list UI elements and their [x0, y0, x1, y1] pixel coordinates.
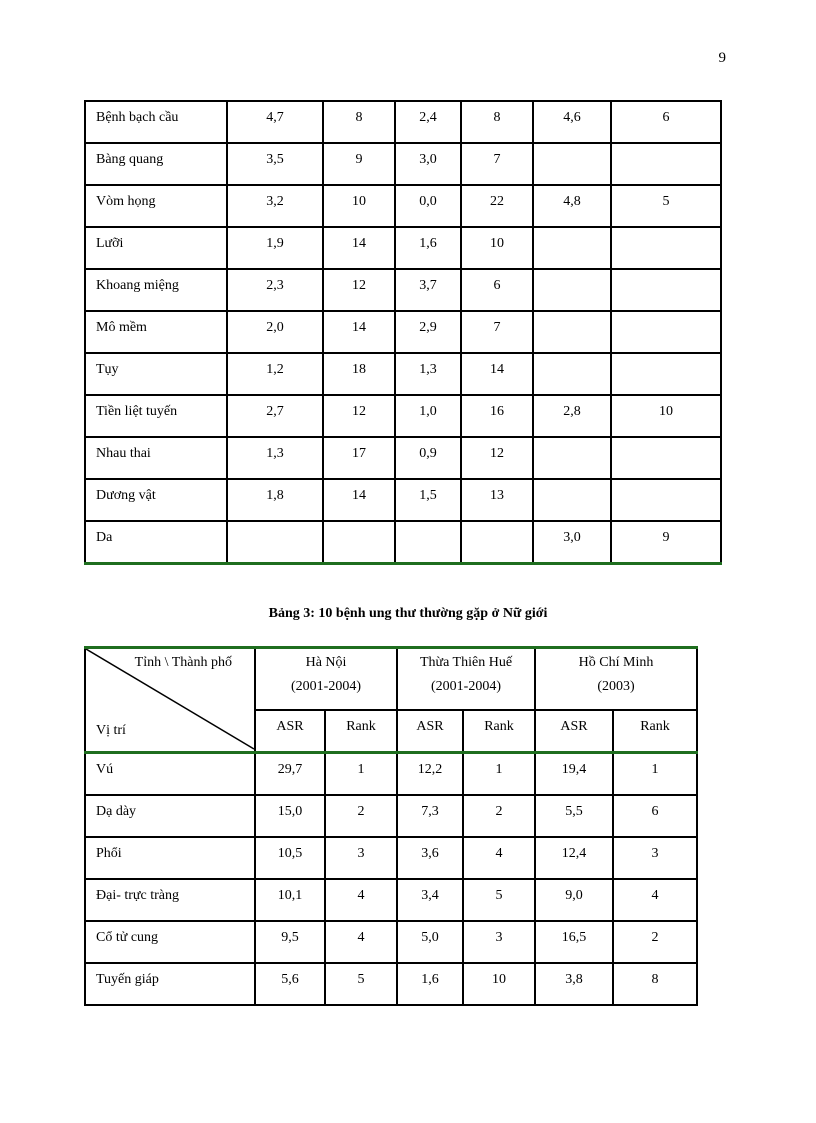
cell-value: [612, 438, 720, 446]
cell-value: 2,7: [266, 404, 284, 419]
cell-value: 3,2: [266, 194, 284, 209]
cell-value: [612, 144, 720, 152]
subheader-cell: [463, 710, 535, 753]
value-cell: [227, 395, 323, 437]
cell-value: 2,8: [563, 404, 581, 419]
cell-value: [534, 312, 610, 320]
cell-value: 13: [490, 488, 504, 503]
cell-value: 4,7: [266, 110, 284, 125]
subheader-cell: [255, 710, 325, 753]
cell-value: 19,4: [561, 762, 587, 777]
cell-value: 10: [490, 236, 504, 251]
row-label-cell: [85, 143, 227, 185]
table-row: [85, 143, 721, 185]
table-row: [85, 185, 721, 227]
value-cell: [227, 143, 323, 185]
value-cell: [227, 479, 323, 521]
cancer-site: Bàng quang: [96, 152, 164, 167]
cell-value: [228, 522, 322, 530]
value-cell: [323, 437, 395, 479]
value-cell: [611, 185, 721, 227]
value-cell: [613, 795, 697, 837]
cell-value: [534, 270, 610, 278]
row-label-cell: [85, 921, 255, 963]
table-row: [85, 521, 721, 564]
cell-value: [612, 480, 720, 488]
value-cell: [535, 879, 613, 921]
table-3-caption: Bảng 3: 10 bệnh ung thư thường gặp ở Nữ giới: [268, 606, 548, 621]
cell-value: 6: [662, 110, 670, 125]
value-cell: [397, 837, 463, 879]
value-cell: [323, 521, 395, 564]
cell-value: 15,0: [277, 804, 303, 819]
cancer-site: Đại- trực tràng: [96, 888, 179, 903]
cancer-site: Cổ tử cung: [96, 930, 159, 945]
row-label-cell: [85, 879, 255, 921]
cancer-site: Vú: [96, 762, 114, 777]
cell-value: 14: [352, 488, 366, 503]
value-cell: [227, 353, 323, 395]
cell-value: 1,5: [419, 488, 437, 503]
cell-value: 14: [352, 236, 366, 251]
cancer-site: Lưỡi: [96, 236, 124, 251]
cell-value: 1,9: [266, 236, 284, 251]
cell-value: 8: [493, 110, 501, 125]
value-cell: [533, 227, 611, 269]
cell-value: 2: [651, 930, 659, 945]
value-cell: [535, 753, 613, 796]
table-row: [85, 963, 697, 1005]
cell-value: [324, 522, 394, 530]
table-row: [85, 795, 697, 837]
corner-header-site: Vị trí: [96, 723, 126, 738]
value-cell: [461, 437, 533, 479]
city-header-hcm: [535, 648, 697, 711]
value-cell: [323, 479, 395, 521]
city-period: (2001-2004): [431, 679, 501, 694]
cancer-site: Nhau thai: [96, 446, 151, 461]
value-cell: [395, 311, 461, 353]
value-cell: [395, 437, 461, 479]
value-cell: [227, 311, 323, 353]
corner-header-province: Tỉnh \ Thành phố: [134, 655, 232, 670]
cell-value: [534, 354, 610, 362]
cancer-site: Dạ dày: [96, 804, 137, 819]
table-row: [85, 311, 721, 353]
cell-value: 18: [352, 362, 366, 377]
cell-value: 14: [352, 320, 366, 335]
subheader-label: ASR: [560, 719, 588, 734]
value-cell: [395, 101, 461, 143]
city-period: (2001-2004): [291, 679, 361, 694]
cell-value: 3,4: [421, 888, 439, 903]
cell-value: [462, 522, 532, 530]
cell-value: [612, 354, 720, 362]
value-cell: [533, 437, 611, 479]
cell-value: 1,6: [419, 236, 437, 251]
value-cell: [535, 921, 613, 963]
value-cell: [533, 479, 611, 521]
value-cell: [227, 437, 323, 479]
cell-value: 0,9: [419, 446, 437, 461]
cell-value: 3,7: [419, 278, 437, 293]
value-cell: [461, 395, 533, 437]
cancer-site: Phổi: [96, 846, 122, 861]
cell-value: [534, 144, 610, 152]
value-cell: [535, 795, 613, 837]
value-cell: [611, 227, 721, 269]
cell-value: [612, 312, 720, 320]
value-cell: [611, 353, 721, 395]
value-cell: [463, 753, 535, 796]
cell-value: 8: [355, 110, 363, 125]
cell-value: 10,1: [277, 888, 303, 903]
cell-value: 4,6: [563, 110, 581, 125]
row-label-cell: [85, 185, 227, 227]
city-header-hanoi: [255, 648, 397, 711]
value-cell: [397, 921, 463, 963]
cell-value: 9: [355, 152, 363, 167]
cell-value: 4: [357, 888, 365, 903]
row-label-cell: [85, 963, 255, 1005]
table-row: [85, 879, 697, 921]
cell-value: 1,0: [419, 404, 437, 419]
cell-value: 1: [495, 762, 503, 777]
value-cell: [613, 837, 697, 879]
subheader-label: Rank: [346, 719, 376, 734]
value-cell: [323, 101, 395, 143]
cell-value: 5: [495, 888, 503, 903]
value-cell: [535, 963, 613, 1005]
cell-value: 2,0: [266, 320, 284, 335]
cell-value: 16: [490, 404, 504, 419]
value-cell: [463, 795, 535, 837]
cell-value: 17: [352, 446, 366, 461]
value-cell: [613, 879, 697, 921]
cell-value: 9,5: [281, 930, 299, 945]
cell-value: 3,0: [563, 530, 581, 545]
value-cell: [461, 353, 533, 395]
corner-header-cell: [85, 648, 255, 753]
subheader-cell: [325, 710, 397, 753]
row-label-cell: [85, 269, 227, 311]
row-label-cell: [85, 311, 227, 353]
cell-value: 2,3: [266, 278, 284, 293]
value-cell: [255, 795, 325, 837]
cell-value: 29,7: [277, 762, 303, 777]
subheader-label: Rank: [484, 719, 514, 734]
cancer-site: Bệnh bạch cầu: [96, 110, 179, 125]
table-row: [85, 227, 721, 269]
cell-value: 3: [357, 846, 365, 861]
row-label-cell: [85, 227, 227, 269]
value-cell: [227, 227, 323, 269]
cell-value: 7: [493, 320, 501, 335]
cell-value: [534, 228, 610, 236]
city-name: Hà Nội: [305, 655, 347, 670]
cancer-site: Da: [96, 530, 113, 545]
table-row: [85, 395, 721, 437]
value-cell: [463, 963, 535, 1005]
value-cell: [461, 269, 533, 311]
cell-value: 5,0: [421, 930, 439, 945]
value-cell: [395, 353, 461, 395]
value-cell: [397, 963, 463, 1005]
cell-value: [612, 228, 720, 236]
cell-value: 4: [651, 888, 659, 903]
value-cell: [395, 521, 461, 564]
row-label-cell: [85, 521, 227, 564]
cell-value: 3: [651, 846, 659, 861]
value-cell: [461, 521, 533, 564]
cancer-site: Tụy: [96, 362, 119, 377]
cell-value: 8: [651, 972, 659, 987]
table-row: [85, 101, 721, 143]
cell-value: 2: [495, 804, 503, 819]
value-cell: [325, 837, 397, 879]
row-label-cell: [85, 837, 255, 879]
cell-value: 10,5: [277, 846, 303, 861]
value-cell: [613, 921, 697, 963]
table-row: [85, 437, 721, 479]
value-cell: [255, 879, 325, 921]
cell-value: 1,3: [266, 446, 284, 461]
value-cell: [461, 143, 533, 185]
cell-value: 12,4: [561, 846, 587, 861]
cell-value: 22: [490, 194, 504, 209]
city-period: (2003): [597, 679, 635, 694]
value-cell: [533, 143, 611, 185]
value-cell: [227, 521, 323, 564]
row-label-cell: [85, 479, 227, 521]
cell-value: 12: [490, 446, 504, 461]
value-cell: [611, 479, 721, 521]
cell-value: 7: [493, 152, 501, 167]
value-cell: [323, 311, 395, 353]
value-cell: [611, 521, 721, 564]
value-cell: [533, 395, 611, 437]
table-row: [85, 921, 697, 963]
value-cell: [395, 479, 461, 521]
subheader-label: ASR: [416, 719, 444, 734]
cell-value: 3,8: [565, 972, 583, 987]
cell-value: [534, 480, 610, 488]
value-cell: [325, 795, 397, 837]
cancer-site: Tuyến giáp: [96, 972, 159, 987]
cell-value: 1,2: [266, 362, 284, 377]
subheader-cell: [397, 710, 463, 753]
value-cell: [533, 311, 611, 353]
value-cell: [461, 311, 533, 353]
cell-value: 4: [495, 846, 503, 861]
cancer-site: Dương vật: [96, 488, 156, 503]
table-3-female-cancers: [84, 646, 698, 1006]
value-cell: [227, 269, 323, 311]
value-cell: [323, 269, 395, 311]
table-row: [85, 353, 721, 395]
value-cell: [227, 185, 323, 227]
value-cell: [463, 837, 535, 879]
cell-value: 1: [651, 762, 659, 777]
cell-value: 0,0: [419, 194, 437, 209]
value-cell: [533, 101, 611, 143]
cell-value: 4,8: [563, 194, 581, 209]
value-cell: [323, 353, 395, 395]
city-name: Hồ Chí Minh: [578, 655, 654, 670]
value-cell: [323, 143, 395, 185]
subheader-cell: [613, 710, 697, 753]
value-cell: [323, 227, 395, 269]
cell-value: 3,5: [266, 152, 284, 167]
subheader-cell: [535, 710, 613, 753]
value-cell: [323, 395, 395, 437]
row-label-cell: [85, 753, 255, 796]
value-cell: [397, 879, 463, 921]
cell-value: [534, 438, 610, 446]
cell-value: 5,5: [565, 804, 583, 819]
table-row: [85, 269, 721, 311]
cell-value: 10: [659, 404, 673, 419]
value-cell: [613, 753, 697, 796]
value-cell: [533, 269, 611, 311]
cell-value: 1: [357, 762, 365, 777]
row-label-cell: [85, 437, 227, 479]
cell-value: 10: [492, 972, 506, 987]
subheader-label: ASR: [276, 719, 304, 734]
value-cell: [255, 837, 325, 879]
row-label-cell: [85, 101, 227, 143]
value-cell: [463, 879, 535, 921]
cell-value: 5: [357, 972, 365, 987]
cell-value: 3,6: [421, 846, 439, 861]
value-cell: [461, 185, 533, 227]
cell-value: 10: [352, 194, 366, 209]
value-cell: [611, 269, 721, 311]
cell-value: 3: [495, 930, 503, 945]
cell-value: 1,8: [266, 488, 284, 503]
value-cell: [461, 101, 533, 143]
table-row: [85, 753, 697, 796]
value-cell: [323, 185, 395, 227]
value-cell: [613, 963, 697, 1005]
value-cell: [395, 227, 461, 269]
value-cell: [611, 311, 721, 353]
cancer-site: Khoang miệng: [96, 278, 179, 293]
city-header-hue: [397, 648, 535, 711]
subheader-label: Rank: [640, 719, 670, 734]
cell-value: 9,0: [565, 888, 583, 903]
cell-value: 3,0: [419, 152, 437, 167]
cell-value: 12,2: [417, 762, 443, 777]
cell-value: 12: [352, 278, 366, 293]
value-cell: [397, 795, 463, 837]
value-cell: [611, 143, 721, 185]
cell-value: 6: [493, 278, 501, 293]
cell-value: 12: [352, 404, 366, 419]
city-name: Thừa Thiên Huế: [419, 655, 513, 670]
value-cell: [461, 479, 533, 521]
value-cell: [533, 521, 611, 564]
row-label-cell: [85, 395, 227, 437]
cell-value: [612, 270, 720, 278]
value-cell: [535, 837, 613, 879]
cancer-table-continuation: [84, 100, 722, 565]
value-cell: [461, 227, 533, 269]
value-cell: [325, 963, 397, 1005]
value-cell: [325, 879, 397, 921]
row-label-cell: [85, 353, 227, 395]
cell-value: 2: [357, 804, 365, 819]
table-row: [85, 479, 721, 521]
cell-value: 2,9: [419, 320, 437, 335]
cancer-site: Mô mềm: [96, 320, 147, 335]
value-cell: [611, 395, 721, 437]
value-cell: [255, 921, 325, 963]
cell-value: 4: [357, 930, 365, 945]
value-cell: [395, 185, 461, 227]
page-number: 9: [718, 50, 726, 66]
cell-value: 9: [662, 530, 670, 545]
table-row: [85, 837, 697, 879]
cancer-site: Vòm họng: [96, 194, 156, 209]
value-cell: [255, 753, 325, 796]
value-cell: [463, 921, 535, 963]
cell-value: 7,3: [421, 804, 439, 819]
value-cell: [611, 101, 721, 143]
value-cell: [325, 753, 397, 796]
value-cell: [255, 963, 325, 1005]
cell-value: 16,5: [561, 930, 587, 945]
cell-value: 14: [490, 362, 504, 377]
value-cell: [325, 921, 397, 963]
value-cell: [533, 185, 611, 227]
value-cell: [395, 269, 461, 311]
value-cell: [395, 143, 461, 185]
cancer-site: Tiền liệt tuyến: [96, 404, 178, 419]
cell-value: [396, 522, 460, 530]
cell-value: 6: [651, 804, 659, 819]
cell-value: 2,4: [419, 110, 437, 125]
cell-value: 1,6: [421, 972, 439, 987]
value-cell: [227, 101, 323, 143]
cell-value: 5: [662, 194, 670, 209]
cell-value: 5,6: [281, 972, 299, 987]
row-label-cell: [85, 795, 255, 837]
value-cell: [611, 437, 721, 479]
value-cell: [533, 353, 611, 395]
cell-value: 1,3: [419, 362, 437, 377]
value-cell: [395, 395, 461, 437]
value-cell: [397, 753, 463, 796]
